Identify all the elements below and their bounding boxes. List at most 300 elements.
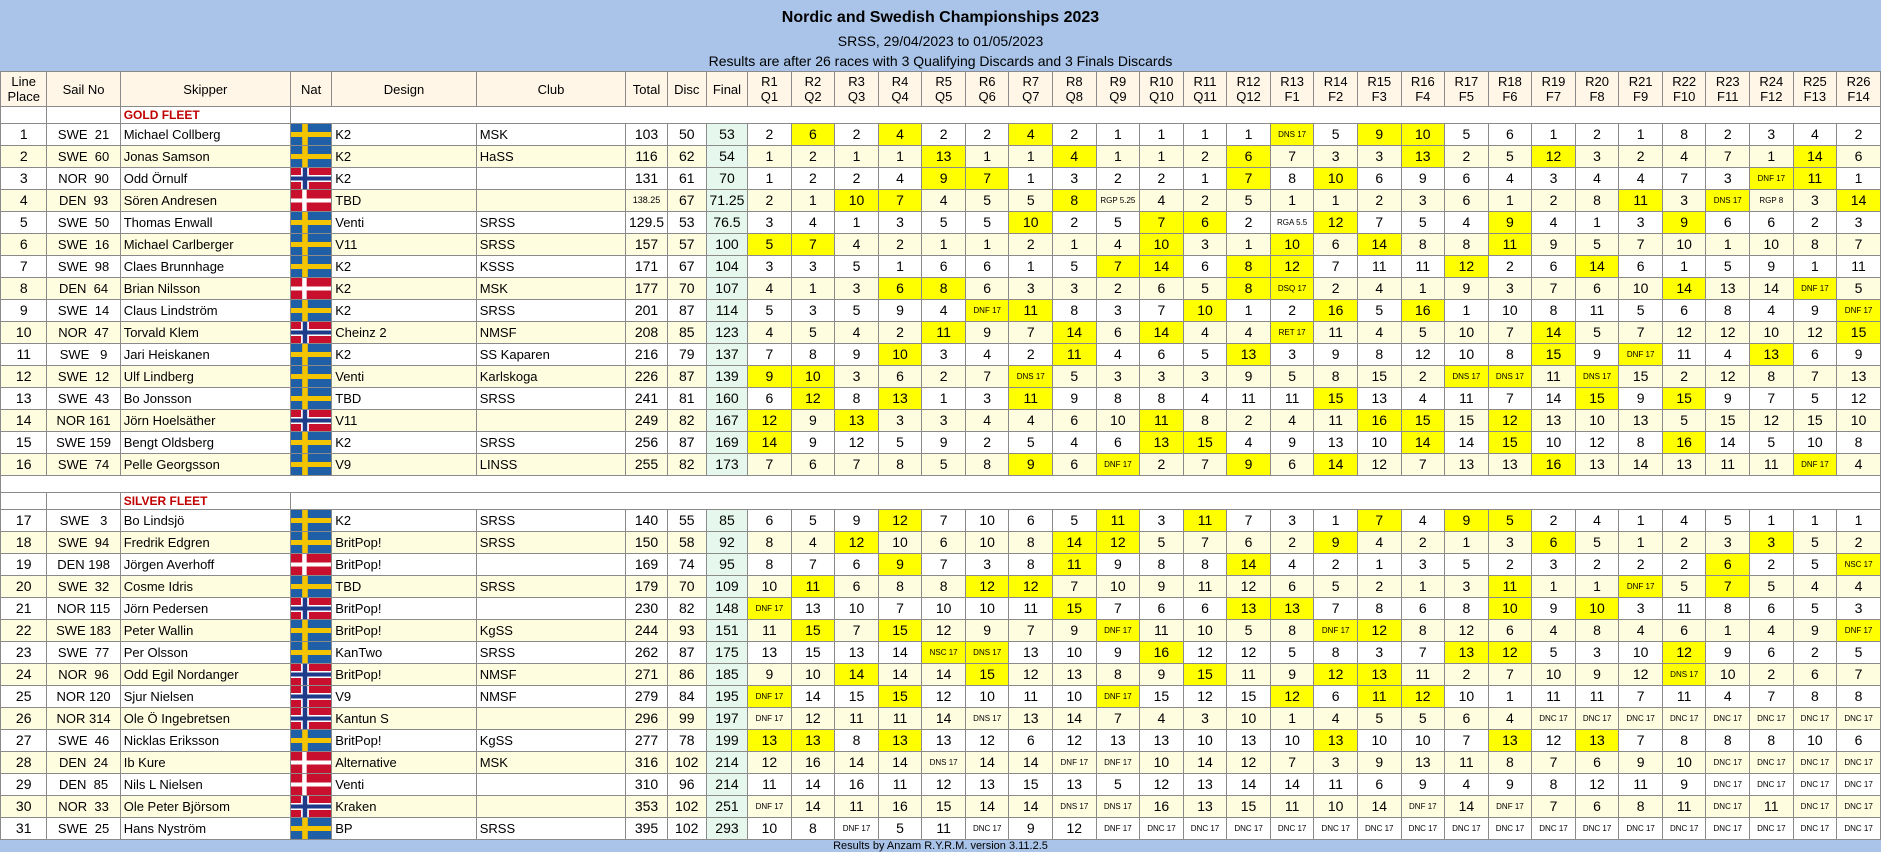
table-row[interactable]: [1, 664, 1881, 686]
table-row[interactable]: [1, 598, 1881, 620]
club-cell: MSK: [476, 278, 626, 300]
race-result-cell: 10: [1227, 708, 1271, 730]
race-result-cell: 1: [1662, 256, 1706, 278]
race-result-cell: 1: [1575, 212, 1619, 234]
race-result-cell: 10: [878, 532, 922, 554]
race-result-cell: 1: [835, 212, 879, 234]
table-row[interactable]: [1, 344, 1881, 366]
design-cell: K2: [332, 432, 476, 454]
sailno-cell: SWE 50: [47, 212, 120, 234]
race-result-cell: 10: [1401, 124, 1445, 146]
page-title: Nordic and Swedish Championships 2023: [781, 9, 1100, 26]
race-result-cell: 6: [1575, 278, 1619, 300]
total-cell: 230: [626, 598, 667, 620]
table-row[interactable]: [1, 454, 1881, 476]
race-result-cell: DNF 17: [1096, 818, 1140, 840]
total-cell: 256: [626, 432, 667, 454]
race-result-cell: 7: [1227, 168, 1271, 190]
race-result-cell: RET 17: [1270, 322, 1314, 344]
sailno-cell: NOR 120: [47, 686, 120, 708]
race-result-cell: 6: [1445, 190, 1489, 212]
race-result-cell: 11: [1488, 576, 1532, 598]
race-result-cell: 3: [1357, 146, 1401, 168]
skipper-cell: Brian Nilsson: [120, 278, 290, 300]
place-cell: 4: [1, 190, 47, 212]
table-row[interactable]: [1, 642, 1881, 664]
race-result-cell: 4: [965, 410, 1009, 432]
race-result-cell: 6: [1009, 510, 1053, 532]
race-result-cell: DNC 17: [965, 818, 1009, 840]
total-cell: 353: [626, 796, 667, 818]
table-row[interactable]: [1, 212, 1881, 234]
race-result-cell: 5: [1750, 576, 1794, 598]
race-result-cell: 10: [1270, 730, 1314, 752]
race-result-cell: 7: [1488, 388, 1532, 410]
race-result-cell: 9: [1140, 664, 1184, 686]
table-row[interactable]: [1, 124, 1881, 146]
race-result-cell: 7: [965, 168, 1009, 190]
col-race-26[interactable]: R26 F14: [1837, 72, 1881, 107]
race-result-cell: DNC 17: [1750, 818, 1794, 840]
race-result-cell: 6: [1183, 256, 1227, 278]
race-result-cell: 9: [791, 432, 835, 454]
race-result-cell: DNS 17: [1662, 664, 1706, 686]
col-race-6[interactable]: R6 Q6: [965, 72, 1009, 107]
race-result-cell: DNF 17: [1096, 620, 1140, 642]
col-place[interactable]: Line Place: [1, 72, 47, 107]
race-result-cell: 7: [748, 454, 792, 476]
flag-nor-icon: [290, 664, 331, 686]
flag-swe-icon: [290, 532, 331, 554]
place-cell: 25: [1, 686, 47, 708]
table-row[interactable]: [1, 796, 1881, 818]
race-result-cell: 14: [1314, 454, 1358, 476]
race-result-cell: 4: [835, 234, 879, 256]
race-result-cell: 7: [1183, 454, 1227, 476]
col-total[interactable]: Total: [626, 72, 667, 107]
table-row[interactable]: [1, 388, 1881, 410]
race-result-cell: 8: [1706, 598, 1750, 620]
race-result-cell: 9: [1619, 752, 1663, 774]
race-result-cell: 13: [1445, 454, 1489, 476]
race-result-cell: 2: [1183, 146, 1227, 168]
flag-nor-icon: [290, 410, 331, 432]
race-result-cell: 8: [1053, 190, 1097, 212]
race-result-cell: 6: [1793, 344, 1837, 366]
race-result-cell: 7: [1532, 752, 1576, 774]
col-race-23[interactable]: R23 F11: [1706, 72, 1750, 107]
race-result-cell: 11: [1227, 388, 1271, 410]
flag-den-icon: [290, 554, 331, 576]
race-result-cell: 8: [1096, 664, 1140, 686]
final-cell: 173: [706, 454, 747, 476]
col-skipper[interactable]: Skipper: [120, 72, 290, 107]
race-result-cell: 9: [1053, 620, 1097, 642]
race-result-cell: 3: [1140, 366, 1184, 388]
race-result-cell: 1: [1445, 300, 1489, 322]
race-result-cell: 5: [878, 818, 922, 840]
col-race-18[interactable]: R18 F6: [1488, 72, 1532, 107]
race-result-cell: 2: [1793, 212, 1837, 234]
race-result-cell: 12: [1706, 322, 1750, 344]
race-result-cell: 13: [1445, 642, 1489, 664]
col-race-7[interactable]: R7 Q7: [1009, 72, 1053, 107]
race-result-cell: 4: [1053, 146, 1097, 168]
race-result-cell: 7: [1009, 620, 1053, 642]
race-result-cell: 5: [1575, 234, 1619, 256]
race-result-cell: 11: [1314, 322, 1358, 344]
design-cell: K2: [332, 300, 476, 322]
race-result-cell: 6: [1532, 532, 1576, 554]
race-result-cell: 6: [1401, 598, 1445, 620]
table-row[interactable]: [1, 234, 1881, 256]
fleet-pad: [1, 493, 47, 510]
race-result-cell: 2: [1619, 554, 1663, 576]
col-club[interactable]: Club: [476, 72, 626, 107]
final-cell: 123: [706, 322, 747, 344]
race-result-cell: 6: [922, 532, 966, 554]
col-race-25[interactable]: R25 F13: [1793, 72, 1837, 107]
table-row[interactable]: [1, 752, 1881, 774]
race-result-cell: 1: [1619, 510, 1663, 532]
race-result-cell: 13: [1488, 454, 1532, 476]
final-cell: 104: [706, 256, 747, 278]
race-result-cell: 6: [1837, 730, 1881, 752]
race-result-cell: 6: [1140, 278, 1184, 300]
race-result-cell: 12: [1532, 146, 1576, 168]
race-result-cell: 6: [791, 124, 835, 146]
race-result-cell: 8: [1314, 366, 1358, 388]
race-result-cell: 4: [1401, 388, 1445, 410]
col-race-9[interactable]: R9 Q9: [1096, 72, 1140, 107]
race-result-cell: 7: [1096, 598, 1140, 620]
race-result-cell: 8: [1793, 234, 1837, 256]
race-result-cell: 4: [878, 124, 922, 146]
race-result-cell: 7: [1227, 510, 1271, 532]
race-result-cell: 7: [1445, 730, 1489, 752]
fleet-header-row: [1, 107, 1881, 124]
race-result-cell: 10: [1053, 642, 1097, 664]
col-race-8[interactable]: R8 Q8: [1053, 72, 1097, 107]
race-result-cell: 7: [1270, 146, 1314, 168]
design-cell: TBD: [332, 576, 476, 598]
race-result-cell: 13: [1053, 774, 1097, 796]
col-disc[interactable]: Disc: [667, 72, 706, 107]
race-result-cell: 14: [1053, 532, 1097, 554]
race-result-cell: 6: [1140, 598, 1184, 620]
col-race-11[interactable]: R11 Q11: [1183, 72, 1227, 107]
design-cell: K2: [332, 146, 476, 168]
table-row[interactable]: [1, 620, 1881, 642]
race-result-cell: 12: [1270, 256, 1314, 278]
table-row[interactable]: [1, 730, 1881, 752]
race-result-cell: 9: [1575, 664, 1619, 686]
race-result-cell: 12: [1488, 410, 1532, 432]
col-race-3[interactable]: R3 Q3: [835, 72, 879, 107]
col-final[interactable]: Final: [706, 72, 747, 107]
place-cell: 6: [1, 234, 47, 256]
race-result-cell: 10: [1140, 234, 1184, 256]
race-result-cell: 4: [835, 322, 879, 344]
race-result-cell: 4: [965, 344, 1009, 366]
race-result-cell: 5: [1793, 598, 1837, 620]
race-result-cell: 13: [1357, 664, 1401, 686]
table-row[interactable]: [1, 432, 1881, 454]
race-result-cell: DNC 17: [1837, 774, 1881, 796]
race-result-cell: 4: [1357, 278, 1401, 300]
club-cell: SRSS: [476, 300, 626, 322]
race-result-cell: 12: [835, 532, 879, 554]
race-result-cell: 2: [1575, 124, 1619, 146]
race-result-cell: 4: [1445, 774, 1489, 796]
col-race-15[interactable]: R15 F3: [1357, 72, 1401, 107]
sailno-cell: NOR 90: [47, 168, 120, 190]
race-result-cell: 9: [835, 344, 879, 366]
race-result-cell: 4: [1662, 146, 1706, 168]
race-result-cell: 10: [1532, 432, 1576, 454]
race-result-cell: 10: [835, 598, 879, 620]
race-result-cell: 6: [965, 278, 1009, 300]
race-result-cell: 6: [965, 256, 1009, 278]
col-race-16[interactable]: R16 F4: [1401, 72, 1445, 107]
disc-cell: 70: [667, 576, 706, 598]
race-result-cell: 11: [1053, 554, 1097, 576]
race-result-cell: 13: [1401, 752, 1445, 774]
col-race-1[interactable]: R1 Q1: [748, 72, 792, 107]
race-result-cell: 5: [1401, 322, 1445, 344]
flag-swe-icon: [290, 642, 331, 664]
table-row[interactable]: [1, 532, 1881, 554]
disc-cell: 87: [667, 366, 706, 388]
race-result-cell: 4: [1619, 620, 1663, 642]
table-row[interactable]: [1, 510, 1881, 532]
race-result-cell: DNF 17: [1401, 796, 1445, 818]
race-result-cell: 10: [1096, 410, 1140, 432]
table-row[interactable]: [1, 256, 1881, 278]
col-sailno[interactable]: Sail No: [47, 72, 120, 107]
race-result-cell: DNF 17: [835, 818, 879, 840]
table-row[interactable]: [1, 190, 1881, 212]
race-result-cell: DNF 17: [1793, 454, 1837, 476]
table-row[interactable]: [1, 818, 1881, 840]
club-cell: NMSF: [476, 322, 626, 344]
table-row[interactable]: [1, 366, 1881, 388]
design-cell: K2: [332, 344, 476, 366]
design-cell: BritPop!: [332, 730, 476, 752]
col-race-22[interactable]: R22 F10: [1662, 72, 1706, 107]
race-result-cell: 4: [1096, 234, 1140, 256]
place-cell: 23: [1, 642, 47, 664]
race-result-cell: 14: [1662, 278, 1706, 300]
club-cell: NMSF: [476, 664, 626, 686]
race-result-cell: 6: [1227, 146, 1271, 168]
col-race-14[interactable]: R14 F2: [1314, 72, 1358, 107]
final-cell: 197: [706, 708, 747, 730]
race-result-cell: 5: [1314, 576, 1358, 598]
race-result-cell: 14: [835, 752, 879, 774]
footer-credit: Results by Anzam R.Y.R.M. version 3.11.2.5: [0, 840, 1881, 852]
race-result-cell: 7: [1532, 796, 1576, 818]
race-result-cell: 14: [965, 796, 1009, 818]
col-race-21[interactable]: R21 F9: [1619, 72, 1663, 107]
col-race-12[interactable]: R12 Q12: [1227, 72, 1271, 107]
col-race-17[interactable]: R17 F5: [1445, 72, 1489, 107]
table-row[interactable]: [1, 410, 1881, 432]
col-race-24[interactable]: R24 F12: [1750, 72, 1794, 107]
race-result-cell: DNC 17: [1314, 818, 1358, 840]
place-cell: 2: [1, 146, 47, 168]
race-result-cell: 4: [1227, 322, 1271, 344]
race-result-cell: 7: [1314, 256, 1358, 278]
table-row[interactable]: [1, 576, 1881, 598]
race-result-cell: 13: [878, 730, 922, 752]
disc-cell: 102: [667, 796, 706, 818]
race-result-cell: 10: [1706, 664, 1750, 686]
race-result-cell: 6: [1357, 168, 1401, 190]
race-result-cell: DNF 17: [748, 796, 792, 818]
race-result-cell: 1: [1837, 168, 1881, 190]
place-cell: 27: [1, 730, 47, 752]
race-result-cell: 16: [1357, 410, 1401, 432]
total-cell: 129.5: [626, 212, 667, 234]
col-race-10[interactable]: R10 Q10: [1140, 72, 1184, 107]
race-result-cell: 5: [1357, 300, 1401, 322]
race-result-cell: 10: [1096, 576, 1140, 598]
race-result-cell: 15: [965, 664, 1009, 686]
race-result-cell: 2: [1532, 510, 1576, 532]
race-result-cell: 2: [922, 366, 966, 388]
disc-cell: 57: [667, 234, 706, 256]
col-race-20[interactable]: R20 F8: [1575, 72, 1619, 107]
race-result-cell: 9: [878, 300, 922, 322]
table-row[interactable]: [1, 708, 1881, 730]
col-race-5[interactable]: R5 Q5: [922, 72, 966, 107]
final-cell: 175: [706, 642, 747, 664]
final-cell: 109: [706, 576, 747, 598]
disc-cell: 67: [667, 256, 706, 278]
race-result-cell: 10: [922, 598, 966, 620]
flag-swe-icon: [290, 454, 331, 476]
race-result-cell: 5: [835, 256, 879, 278]
race-result-cell: NSC 17: [922, 642, 966, 664]
race-result-cell: 7: [1270, 752, 1314, 774]
disc-cell: 96: [667, 774, 706, 796]
race-result-cell: 10: [965, 686, 1009, 708]
skipper-cell: Odd Örnulf: [120, 168, 290, 190]
race-result-cell: 5: [1183, 278, 1227, 300]
race-result-cell: 3: [748, 212, 792, 234]
race-result-cell: 2: [1227, 410, 1271, 432]
club-cell: SRSS: [476, 212, 626, 234]
race-result-cell: 8: [1837, 432, 1881, 454]
race-result-cell: 2: [791, 146, 835, 168]
sailno-cell: DEN 198: [47, 554, 120, 576]
race-result-cell: 4: [1532, 620, 1576, 642]
design-cell: K2: [332, 168, 476, 190]
col-design[interactable]: Design: [332, 72, 476, 107]
design-cell: V11: [332, 410, 476, 432]
table-row[interactable]: [1, 300, 1881, 322]
race-result-cell: 14: [1009, 796, 1053, 818]
race-result-cell: DNC 17: [1793, 818, 1837, 840]
col-race-13[interactable]: R13 F1: [1270, 72, 1314, 107]
race-result-cell: 3: [1270, 510, 1314, 532]
race-result-cell: 7: [1357, 510, 1401, 532]
flag-swe-icon: [290, 730, 331, 752]
race-result-cell: 11: [1619, 190, 1663, 212]
race-result-cell: 14: [1009, 752, 1053, 774]
race-result-cell: 5: [1445, 124, 1489, 146]
final-cell: 71.25: [706, 190, 747, 212]
flag-swe-icon: [290, 366, 331, 388]
race-result-cell: 9: [1401, 168, 1445, 190]
race-result-cell: 2: [965, 432, 1009, 454]
race-result-cell: 2: [835, 124, 879, 146]
table-row[interactable]: [1, 168, 1881, 190]
final-cell: 214: [706, 774, 747, 796]
race-result-cell: 2: [791, 168, 835, 190]
race-result-cell: 15: [1183, 432, 1227, 454]
race-result-cell: 11: [1314, 774, 1358, 796]
club-cell: NMSF: [476, 686, 626, 708]
race-result-cell: DNC 17: [1532, 818, 1576, 840]
race-result-cell: 2: [835, 168, 879, 190]
race-result-cell: 2: [1619, 146, 1663, 168]
table-row[interactable]: [1, 554, 1881, 576]
race-result-cell: DNF 17: [965, 300, 1009, 322]
col-race-19[interactable]: R19 F7: [1532, 72, 1576, 107]
skipper-cell: Bo Jonsson: [120, 388, 290, 410]
race-result-cell: 7: [1401, 642, 1445, 664]
race-result-cell: 10: [1183, 730, 1227, 752]
race-result-cell: 1: [1096, 124, 1140, 146]
venue-dates: SRSS, 29/04/2023 to 01/05/2023: [837, 33, 1044, 49]
race-result-cell: 15: [1227, 796, 1271, 818]
race-result-cell: 5: [1706, 510, 1750, 532]
total-cell: 138.25: [626, 190, 667, 212]
race-result-cell: 8: [1662, 124, 1706, 146]
table-row[interactable]: [1, 322, 1881, 344]
race-result-cell: 16: [1140, 796, 1184, 818]
race-result-cell: 15: [1314, 388, 1358, 410]
race-result-cell: 15: [878, 620, 922, 642]
race-result-cell: 8: [1270, 620, 1314, 642]
table-row[interactable]: [1, 774, 1881, 796]
sailno-cell: SWE 60: [47, 146, 120, 168]
race-result-cell: 5: [965, 190, 1009, 212]
race-result-cell: 10: [1532, 664, 1576, 686]
total-cell: 157: [626, 234, 667, 256]
table-row[interactable]: [1, 278, 1881, 300]
race-result-cell: 3: [1750, 532, 1794, 554]
race-result-cell: 9: [1009, 454, 1053, 476]
col-race-4[interactable]: R4 Q4: [878, 72, 922, 107]
table-row[interactable]: [1, 146, 1881, 168]
race-result-cell: 4: [1140, 190, 1184, 212]
table-row[interactable]: [1, 686, 1881, 708]
col-nat[interactable]: Nat: [290, 72, 331, 107]
flag-swe-icon: [290, 212, 331, 234]
sailno-cell: SWE 9: [47, 344, 120, 366]
final-cell: 214: [706, 752, 747, 774]
race-result-cell: 14: [1357, 796, 1401, 818]
total-cell: 169: [626, 554, 667, 576]
total-cell: 131: [626, 168, 667, 190]
race-result-cell: DNF 17: [1314, 620, 1358, 642]
col-race-2[interactable]: R2 Q2: [791, 72, 835, 107]
race-result-cell: 6: [1183, 212, 1227, 234]
sailno-cell: SWE 32: [47, 576, 120, 598]
